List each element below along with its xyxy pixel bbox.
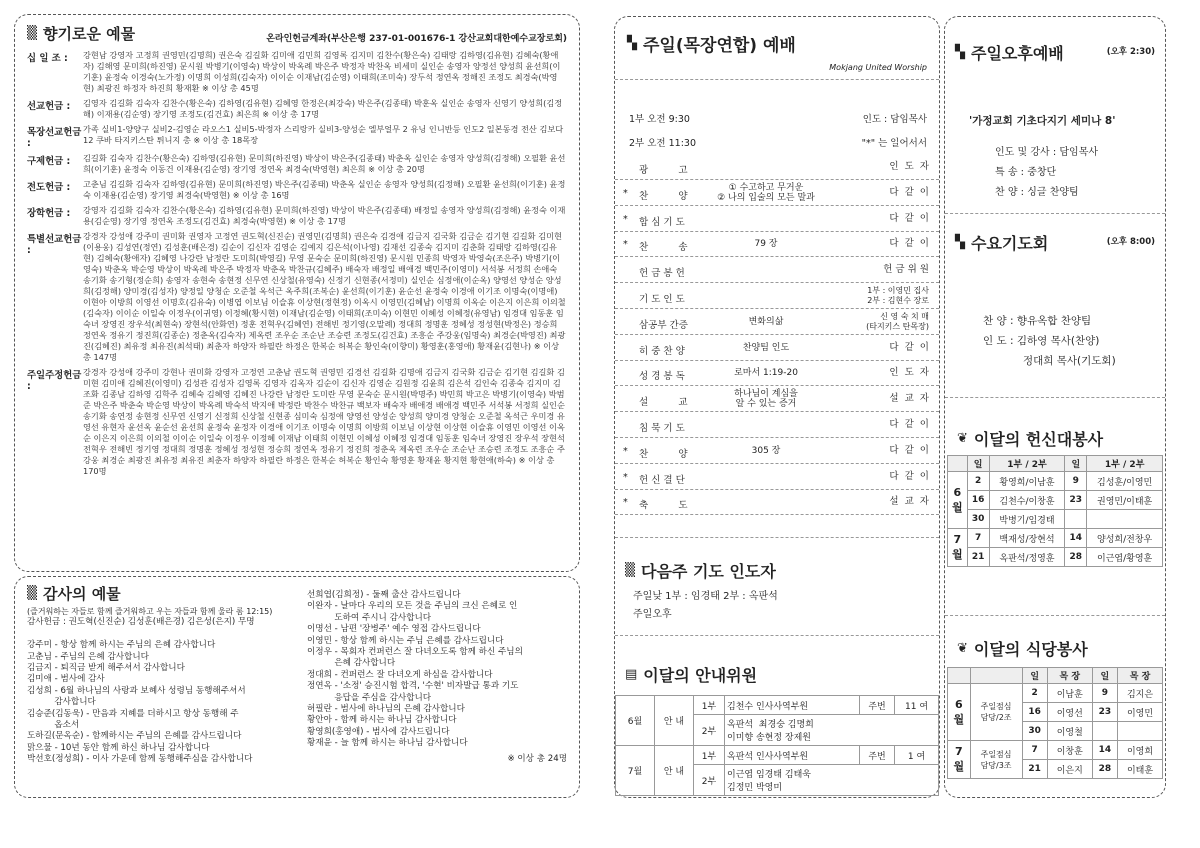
afternoon-line-1: 인도 및 강사 : 담임목사 — [995, 147, 1099, 158]
order-row — [615, 181, 939, 206]
name-cell: 권영민/이태훈 — [1087, 491, 1163, 510]
afternoon-theme: '가정교회 기초다지기 세미나 8' — [969, 115, 1116, 127]
thanks-line: 김금지 - 퇴직금 받게 해주셔서 감사합니다 — [27, 663, 185, 674]
name-cell: 옥판석/정영훈 — [989, 548, 1065, 567]
table-row — [948, 684, 1163, 703]
wednesday-title: ▚ 수요기도회 — [955, 234, 1049, 253]
order-content: 변화의삶 — [748, 316, 784, 327]
order-item: 찬 양 — [639, 190, 688, 202]
month-cell: 6 월 — [948, 472, 968, 529]
thanks-line: 응답을 주심을 감사합니다 — [307, 692, 432, 703]
day-cell: 14 — [1092, 741, 1117, 760]
name-cell: 이근엽/황영훈 — [1087, 548, 1163, 567]
order-person: 1부 : 이영민 집사 2부 : 김현수 장로 — [867, 286, 929, 305]
table-header — [948, 668, 1163, 684]
offering-names: 김영자 김길화 김숙자 김찬수(황은숙) 김하영(김유현) 김혜영 한정은(최강숙) 박은주(김종태) 박훈옥 실인순 송영자 신영기 양성희(김정해) 이재용(김순영) 장기영 조정도(김건효) 최은희 ※ 이상 총 17명 — [83, 98, 563, 119]
table-row — [948, 529, 1163, 548]
offering-label: 선교헌금 : — [27, 101, 71, 112]
header-cell — [948, 456, 968, 472]
order-row — [615, 155, 939, 180]
stripes-icon: ▤ — [625, 667, 638, 682]
thanks-line: 고춘님 - 주님의 은혜 감사합니다 — [27, 651, 149, 662]
order-person: 인 도 자 — [889, 367, 929, 379]
table-header — [948, 456, 1163, 472]
header-cell: 1부 / 2부 — [989, 456, 1065, 472]
usher-part: 2부 — [694, 765, 725, 796]
name-cell: 이영철 — [1047, 722, 1092, 741]
day-cell: 14 — [1065, 529, 1087, 548]
offering-names: 강경자 강성애 강주미 강현나 권미화 강영자 고정연 고춘남 권도혁 권영민 김경선 김길화 김명애 김금지 김국화 김금순 김기현 김길화 김미현 김미애 김혜진(이영미) 김성관 김성자 김영록 김영자 김옥자 김순이 김신자 김영순 김원정 김윤희 김은석 김인숙 김종숙 김지미 김조화 김종남 김하영 김학주 김혜숙 김혜영 김혜진 나강란 남정란 도미란 무영 문숙순 문시원(박명주) 박민희 박고은 박병기(이영숙) 박범준 박은주 박춘숙 박순영 박상이 박옥례 박숙석 박지애 박정란 박찬수 박찬규 백보자 배숙자 배애경 배애경 백민주 서석봉 서정희 실인순 송기화 송연정 송현정 신무연 신영기 신정희 신상철 신현종 심미숙 심정애 양영선 양성순 양성희 양미경 양청순 오준철 옥석근 우미경 유영선 유현자 윤선옥 윤순선 윤선희 윤정숙 윤정자 이경애 이기조 이명숙 이명희 이방희 이보님 이상현 이상현 이슬휴 이영민 이영선 이옥순 이은지 이은희 이의철 이이순 이일숙 이정우 이정혜 이재남 이태희 이현민 이혜성 이혜정 임경대 임동훈 임숙녀 장영진 장우석 장현석 전혁우 전해빈 정기영 정대희 정명훈 정혜성 정성현 정승희 정연옥 정유기 정진희 정춘옥 제옥련 조우순 조순난 조승련 조정도 조흥순 주강웅 최경순 최광진 최유정 최유진 최춘자 하양자 하필란 하정은 한복순 허복순 황인숙 황영훈 황재윤 황지현 황현애(하숙) ※ 이상 총 170명 — [83, 367, 565, 476]
devotion-title: ❦ 이달의 헌신대봉사 — [957, 430, 1104, 449]
afternoon-line-3: 찬 양 : 싱글 찬양팀 — [995, 187, 1079, 198]
thanks-line: 김미애 - 범사에 감사 — [27, 674, 105, 685]
offering-names: 강영자 김길화 김숙자 김찬수(황은숙) 김하영(김유현) 문미희(하진영) 박상이 박은주(김종태) 배정일 송영자 양성희(김정해) 윤정숙 이재용(김순영) 장기영 정연옥 조정도(김건효) 최경숙(박영현) ※ 이상 총 17명 — [83, 205, 566, 226]
offering-label: 특별선교헌금 : — [27, 234, 82, 256]
usher-part: 2부 — [694, 715, 725, 746]
name-cell: 이영희 — [1118, 741, 1163, 760]
worship-order — [615, 155, 939, 517]
thanks-verse: (즐거워하는 자들로 함께 즐거워하고 우는 자들과 함께 울라 롬 12:15) — [27, 607, 273, 616]
table-row — [948, 491, 1163, 510]
usher-role: 안 내 — [655, 696, 694, 746]
day-cell: 7 — [1022, 741, 1047, 760]
offering-box — [14, 14, 580, 572]
wednesday-line-2: 인 도 : 김하영 목사(찬양) — [983, 335, 1100, 347]
day-cell: 30 — [967, 510, 989, 529]
team-cell: 주일점심 담당/3조 — [970, 741, 1022, 779]
team-cell: 주일점심 담당/2조 — [970, 684, 1022, 741]
table-row — [948, 510, 1163, 529]
thanks-line: 이완자 - 날마다 우리의 모든 것을 주님의 크신 은혜로 인 — [307, 601, 518, 612]
order-content: 305 장 — [751, 445, 781, 456]
usher-names: 김천수 인사사역부원 — [725, 696, 860, 715]
name-cell: 백재성/장현석 — [989, 529, 1065, 548]
day-cell: 7 — [967, 529, 989, 548]
bullet-icon: ▚ — [955, 235, 965, 250]
name-cell: 김성훈/이영민 — [1087, 472, 1163, 491]
header-cell: 일 — [967, 456, 989, 472]
name-cell: 이은지 — [1047, 760, 1092, 779]
thanks-line: 황재윤 - 늘 함께 하시는 하나님 감사합니다 — [307, 738, 468, 749]
account-info: 온라인헌금계좌(부산은행 237-01-001676-1 강산교회대한예수교장로회) — [266, 34, 567, 44]
day-cell: 21 — [1022, 760, 1047, 779]
offering-section — [27, 50, 567, 94]
thanks-box — [14, 576, 580, 798]
thanks-line: 이정우 - 목회자 컨퍼런스 잘 다녀오도록 함께 하신 주님의 — [307, 647, 523, 658]
usher-names: 옥판석 최경숭 김명희 이미향 송현정 장제원 — [725, 715, 939, 746]
thanks-line: 허필란 - 범사에 하나님의 은혜 감사합니다 — [307, 704, 465, 715]
order-content: 79 장 — [754, 239, 778, 250]
right-box — [944, 16, 1166, 798]
offering-label: 전도헌금 : — [27, 182, 71, 193]
offering-label: 장학헌금 : — [27, 208, 71, 219]
order-person: 설 교 자 — [889, 496, 929, 508]
order-item: 성 경 봉 독 — [639, 371, 685, 383]
thanks-line: 강주미 - 항상 함께 하시는 주님의 은혜 감사합니다 — [27, 640, 216, 651]
thanks-line: 김성희 - 6월 하나님의 사랑과 보혜사 성령님 동행해주셔서 — [27, 685, 246, 696]
order-person: 헌 금 위 원 — [883, 264, 929, 276]
order-star: * — [623, 187, 628, 199]
ushers-table — [615, 695, 939, 796]
day-cell: 28 — [1092, 760, 1117, 779]
thanks-line: 이명선 - 남편 '장병주' 예수 영접 감사드립니다 — [307, 624, 481, 635]
order-person: 다 같 이 — [889, 238, 929, 250]
name-cell — [1118, 722, 1163, 741]
order-item: 헌 신 결 단 — [639, 474, 685, 486]
order-item: 기 도 인 도 — [639, 294, 685, 305]
header-cell: 1부 / 2부 — [1087, 456, 1163, 472]
header-cell: 일 — [1065, 456, 1087, 472]
order-person: 다 같 이 — [889, 419, 929, 430]
thanks-line — [27, 629, 297, 640]
order-row — [615, 232, 939, 257]
order-star: * — [623, 471, 628, 483]
usher-duty: 주번 — [859, 746, 894, 765]
order-item: 찬 양 — [639, 448, 688, 460]
afternoon-time: (오후 2:30) — [1106, 47, 1155, 57]
day-cell: 16 — [1022, 703, 1047, 722]
thanks-line: 도하길(문옥순) - 함께하시는 주님의 은혜를 감사드립니다 — [27, 731, 242, 742]
header-cell — [948, 668, 971, 684]
name-cell: 이영민 — [1118, 703, 1163, 722]
worship-title: ▚ 주일(목장연합) 예배 — [627, 36, 796, 56]
order-star: * — [623, 497, 628, 509]
day-cell: 28 — [1065, 548, 1087, 567]
usher-names: 옥판석 인사사역부원 — [725, 746, 860, 765]
worship-time1: 1부 오전 9:30 — [629, 114, 690, 125]
order-row — [615, 310, 939, 335]
order-content: 찬양팀 인도 — [742, 342, 790, 353]
thanks-line: 황영희(홍영애) - 범사에 감사드립니다 — [307, 726, 450, 737]
usher-month: 6월 — [616, 696, 655, 746]
order-star: * — [623, 239, 628, 251]
thanks-line: 정연옥 - '소정' 승진시험 합격, '수현' 비자발급 통과 기도 — [307, 681, 519, 692]
order-person: 다 같 이 — [889, 186, 929, 198]
offering-section — [27, 231, 567, 363]
order-star: * — [623, 445, 628, 457]
usher-part: 1부 — [694, 746, 725, 765]
day-cell: 23 — [1065, 491, 1087, 510]
offering-names: 고춘님 김길화 김숙자 김하영(김유현) 문미희(하진영) 박은주(김종태) 박춘옥 실인순 송영자 양성희(김정해) 오필환 윤선희(이기훈) 윤정숙 이재용(김순영) 장기영 최경숙(박영현) ※ 이상 총 16명 — [83, 179, 566, 200]
worship-leader: 인도 : 담임목사 — [862, 114, 927, 125]
order-row — [615, 361, 939, 386]
thanks-line: 이영민 - 항상 함께 하시는 주님 은혜를 감사드립니다 — [307, 635, 504, 646]
name-cell: 이태훈 — [1118, 760, 1163, 779]
hatch-icon: ▒ — [625, 563, 635, 578]
name-cell: 이남훈 — [1047, 684, 1092, 703]
order-person: 인 도 자 — [889, 161, 929, 172]
order-item: 히 중 찬 양 — [639, 345, 685, 357]
order-row — [615, 490, 939, 515]
order-person: 다 같 이 — [889, 212, 929, 224]
order-item: 찬 송 — [639, 242, 688, 254]
offering-section — [27, 153, 567, 175]
table-row — [948, 548, 1163, 567]
order-row — [615, 413, 939, 438]
name-cell: 이영선 — [1047, 703, 1092, 722]
day-cell — [1065, 510, 1087, 529]
month-cell: 6 월 — [948, 684, 971, 741]
order-star: * — [623, 213, 628, 225]
afternoon-line-2: 특 송 : 중창단 — [995, 167, 1057, 178]
clover-icon: ❦ — [957, 641, 968, 656]
day-cell: 2 — [1022, 684, 1047, 703]
header-cell — [970, 668, 1022, 684]
usher-duty: 주번 — [859, 696, 894, 715]
offering-label: 십 일 조 : — [27, 53, 68, 64]
day-cell — [1092, 722, 1117, 741]
usher-names: 이근엽 임경태 김태욱 김정민 박영미 — [725, 765, 939, 796]
offering-section — [27, 98, 567, 120]
order-person: 다 같 이 — [889, 444, 929, 456]
name-cell: 김천수/이창훈 — [989, 491, 1065, 510]
order-content: 로마서 1:19-20 — [734, 368, 798, 379]
thanks-line: 김승준(김동욱) - 만음과 지혜를 더하시고 항상 동행해 주 — [27, 708, 239, 719]
month-cell: 7 월 — [948, 741, 971, 779]
header-cell: 목 장 — [1118, 668, 1163, 684]
devotion-table — [947, 455, 1163, 567]
hatch-icon: ▒ — [27, 586, 37, 601]
order-item: 축 도 — [639, 500, 688, 512]
order-content: 하나님이 계심을 알 수 있는 증거 — [734, 389, 798, 410]
name-cell — [1087, 510, 1163, 529]
order-item: 삼공부 간증 — [639, 319, 688, 331]
order-person: 다 같 이 — [889, 470, 929, 482]
order-row — [615, 387, 939, 412]
standing-note: "*" 는 일어서서 — [861, 138, 927, 149]
next-line-1: 주일낮 1부 : 임경태 2부 : 옥판석 — [633, 591, 778, 602]
offering-section — [27, 179, 567, 201]
kitchen-table — [947, 667, 1163, 779]
order-row — [615, 258, 939, 283]
order-row — [615, 284, 939, 309]
day-cell: 2 — [967, 472, 989, 491]
order-content: ① 수고하고 무거운 ② 나의 입술의 모든 말과 — [717, 182, 815, 203]
usher-role: 안 내 — [655, 746, 694, 796]
thanks-line: 감사합니다 — [27, 697, 96, 708]
offering-label: 목장선교헌금 : — [27, 127, 82, 149]
day-cell: 23 — [1092, 703, 1117, 722]
offering-names: 강경자 강성애 강주미 권미화 권영자 고정연 권도혁(신진순) 권영민(김명희) 권은숙 김경애 김금지 김국화 김금순 김기현 김길화 김미현(이용웅) 김성연(정연) 김성훈(배은경) 김순이 김신자 김영순 김예지 김은석(이나영) 김재선 김종숙 김지미 김춘화 김태랑 김하영(김유현) 김혜숙(황애자) 김혜영 나강란 남정란 도미희(박영길) 무영 문숙순 문미희(하진영) 문시원 민종희 박영자 박영숙(조은주) 박병기(이영숙) 박춘옥 박순영 박상이 박옥례 박은주 박정자 박춘옥 박찬규(김혜주) 배숙자 배정일 배애경 백민주(이영미) 서석봉 서정희 손애숙 송기화 송기형(정순희) 송영자 송현숙 송현정 신무연 신상철(유영숙) 신정기 신현종(서정미) 실인순 심정애(이순옥) 양영선 양성순 양성희(김정해) 양미경(김성자) 양정일 양청순 오준철 옥석근 옥주희(조복순) 윤선희(이기훈) 윤순선 윤정숙 이경애 이기조 이명숙(이명애) 이현아 이방희 이영선 이명호(김유숙) 이병엽 이보님 이슬휴 이상현(정현정) 이옥시 이영민(김혜남) 이명희 이옥순 이은지 이은희 이의철(김숙자) 이이순 이일숙 이정우(이귀영) 이정혜(황시현) 이재남(김순영) 이태희(조미숙) 이현민 이혜성 이혜정(유영남) 임경대 임동훈 임숙녀 장영진 장우석(최현숙) 장현석(안화연) 정훈 전혁우(김혜연) 전해빈 정기영(오말례) 정대희 정명훈 정혜성 정성현(박정은) 정승희 정연옥 정유기 정진희(김종순) 정춘옥(김숙자) 제옥련 조우순 조순난 조승련 조정도(김건효) 조흥순 주강웅(임명숙) 최경순(박영진) 최광진(김혜진) 최유정 최유진(최석태) 최춘자 하양자 하필란 하정은 한복순 허복순 황인숙(이향미) 황영훈(홍영애) 황재윤(김현나) ※ 이상 총 147명 — [83, 231, 566, 362]
usher-row — [616, 746, 939, 765]
kitchen-title: ❦ 이달의 식당봉사 — [957, 640, 1088, 659]
afternoon-title: ▚ 주일오후예배 — [955, 44, 1064, 63]
day-cell: 16 — [967, 491, 989, 510]
thanks-line: 도하여 주시니 감사합니다 — [307, 612, 432, 623]
wednesday-time: (오후 8:00) — [1106, 237, 1155, 247]
order-person: 신 영 숙 치 매 (타지키스 탄목장) — [866, 311, 929, 331]
order-item: 헌 금 봉 헌 — [639, 268, 685, 280]
thanks-line: 은혜 감사합니다 — [307, 658, 396, 669]
thanks-right-list — [307, 590, 567, 750]
offering-label: 주일주정헌금 : — [27, 370, 82, 392]
thanks-line: 선희엽(김희정) - 둘째 출산 감사드립니다 — [307, 590, 461, 600]
ushers-title: ▤ 이달의 안내위원 — [625, 666, 758, 685]
thanks-line: 박선호(정성희) - 이사 가운데 함께 동행해주심을 감사합니다 — [27, 754, 253, 765]
wednesday-line-3: 정대희 목사(기도회) — [1023, 355, 1116, 367]
usher-count: 11 여 — [895, 696, 939, 715]
offering-label: 구제헌금 : — [27, 156, 71, 167]
thanks-line: 감사헌금 : 권도혁(신진순) 김성훈(배은경) 김은성(은지) 무명 — [27, 617, 255, 628]
month-cell: 7 월 — [948, 529, 968, 567]
day-cell: 21 — [967, 548, 989, 567]
header-cell: 일 — [1092, 668, 1117, 684]
thanks-line: 옵소서 — [27, 720, 80, 731]
name-cell: 황영희/이남훈 — [989, 472, 1065, 491]
day-cell: 9 — [1092, 684, 1117, 703]
worship-subtitle: Mokjang United Worship — [829, 63, 927, 72]
order-row — [615, 465, 939, 490]
worship-box — [614, 16, 940, 798]
order-person: 설 교 자 — [889, 393, 929, 405]
offering-sections — [27, 50, 567, 477]
table-row — [948, 472, 1163, 491]
offering-names: 가족 실비1-양양구 실비2-김영순 라오스1 실비5-박정자 스리랑카 실비3-양성순 엘부얼무 2 유닝 인니반등 인도2 일본동경 전산 김보다12 쿠바 타지키스탄 튀니지 총 ※ 이상 총 18목장 — [83, 124, 564, 145]
order-item: 광 고 — [639, 165, 688, 176]
order-row — [615, 336, 939, 361]
order-item: 설 교 — [639, 397, 688, 409]
clover-icon: ❦ — [957, 431, 968, 446]
bullet-icon: ▚ — [627, 36, 637, 51]
header-cell: 목 장 — [1047, 668, 1092, 684]
next-line-2: 주일오후 — [633, 609, 672, 620]
day-cell: 30 — [1022, 722, 1047, 741]
bullet-icon: ▚ — [955, 45, 965, 60]
name-cell: 김지은 — [1118, 684, 1163, 703]
order-person: 다 같 이 — [889, 341, 929, 353]
order-item: 침 묵 기 도 — [639, 423, 685, 434]
order-row — [615, 207, 939, 232]
name-cell: 이창훈 — [1047, 741, 1092, 760]
thanks-line: 정대희 - 컨퍼런스 잘 다녀오게 하심을 감사합니다 — [307, 669, 493, 680]
offering-section — [27, 124, 567, 149]
day-cell: 9 — [1065, 472, 1087, 491]
order-row — [615, 439, 939, 464]
offering-section — [27, 205, 567, 227]
thanks-line: 맑으물 - 10년 동안 함께 하신 하나님 감사합니다 — [27, 742, 210, 753]
offering-names: 강현남 강영자 고정희 권영민(김명희) 권은숙 김길화 김미애 김민희 김영록 김지미 김찬수(황은숙) 김태랑 김하영(김유현) 김혜숙(황애자) 김해영 문미희(하진영) 문시원 박병기(이영숙) 박상이 박옥례 박은주 박정자 박찬옥 비세미 실인순 송영자 양정선 양성희 윤선희(이기훈) 윤정숙 이경숙(노가정) 이명희 이성희(김숙자) 이이순 이재남(김순영) 이태희(조미숙) 장두석 정연옥 정해진 조정도 최경숙(박영현) 최광진 하정자 하진희 황재환 ※ 이상 총 45명 — [83, 50, 561, 93]
usher-row — [616, 696, 939, 715]
name-cell: 박병기/임경태 — [989, 510, 1065, 529]
thanks-total: ※ 이상 총 24명 — [507, 753, 567, 764]
usher-month: 7월 — [616, 746, 655, 796]
worship-time2: 2부 오전 11:30 — [629, 138, 696, 149]
hatch-icon: ▒ — [27, 26, 37, 41]
next-title: ▒ 다음주 기도 인도자 — [625, 562, 776, 581]
thanks-line: 황안아 - 함께 하시는 하나님 감사합니다 — [307, 715, 457, 726]
usher-count: 1 여 — [895, 746, 939, 765]
offering-section — [27, 367, 567, 477]
header-cell: 일 — [1022, 668, 1047, 684]
offering-names: 김길화 김숙자 김찬수(황은숙) 김하영(김유현) 문미희(하진영) 박상이 박은주(김종태) 박춘옥 실인순 송영자 양성희(김정해) 오필환 윤선희(이기훈) 윤정숙 이동건 이재용(김순영) 장기영 정연옥 최경숙(박영현) 최은희 ※ 이상 총 20명 — [83, 153, 566, 174]
name-cell: 양성희/전창우 — [1087, 529, 1163, 548]
wednesday-line-1: 찬 양 : 향유옥합 찬양팀 — [983, 315, 1092, 327]
usher-part: 1부 — [694, 696, 725, 715]
table-row — [948, 741, 1163, 760]
order-item: 합 심 기 도 — [639, 216, 685, 228]
thanks-left-list — [27, 617, 297, 765]
offering-title: ▒ 향기로운 예물 — [27, 25, 136, 43]
thanks-title: ▒ 감사의 예물 — [27, 585, 121, 603]
